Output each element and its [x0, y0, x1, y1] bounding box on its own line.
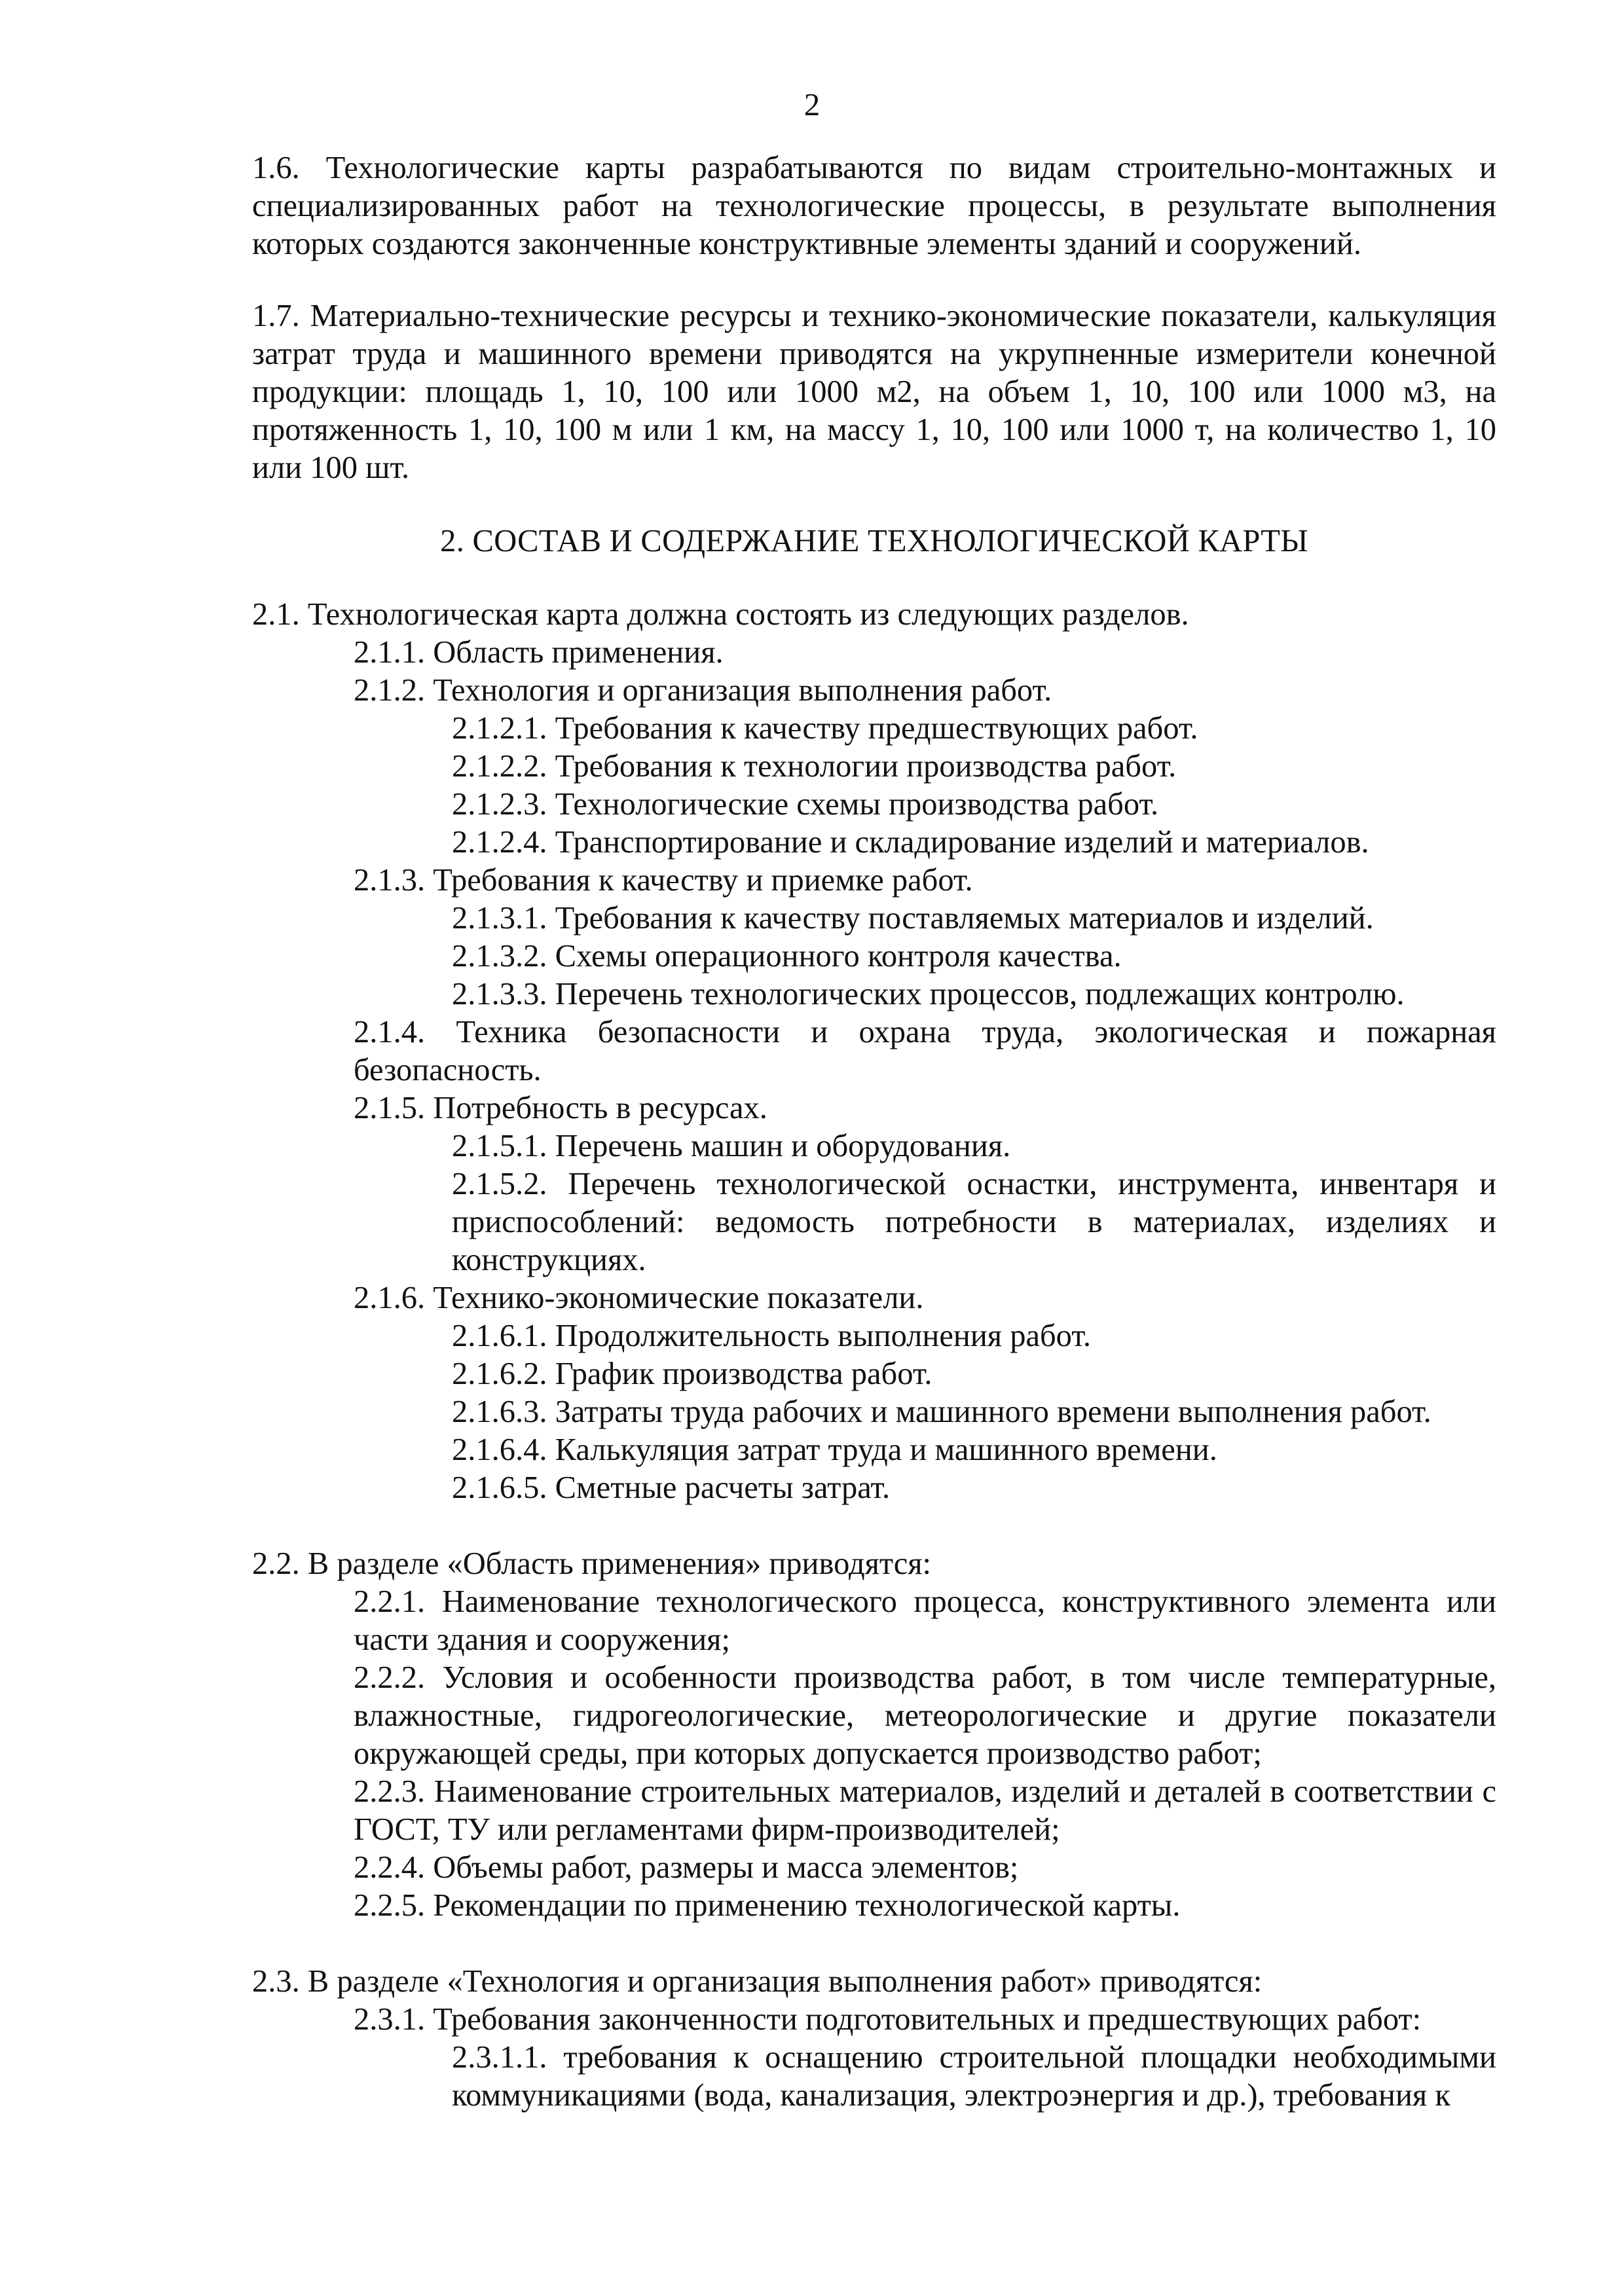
list-item: 2.1.3.2. Схемы операционного контроля качества. [452, 939, 1122, 974]
list-item: 2.1.5.2. Перечень технологической оснастки, инструмента, инвентаря и приспособлений: ведомость потребности в материалах, изделиях и конструкциях. [452, 1167, 1496, 1277]
list-item: 2.3.1.1. требования к оснащению строительной площадки необходимыми коммуникациями (вода, канализация, электроэнергия и др.), требования к [452, 2040, 1496, 2113]
list-item: 2.1.2.2. Требования к технологии производства работ. [452, 749, 1177, 784]
list-item: 2.3.1. Требования законченности подготовительных и предшествующих работ: [354, 2002, 1422, 2037]
section-heading: 2. СОСТАВ И СОДЕРЖАНИЕ ТЕХНОЛОГИЧЕСКОЙ КАРТЫ [440, 524, 1308, 558]
list-item: 2.1.6.5. Сметные расчеты затрат. [452, 1470, 891, 1505]
list-item: 2.2.1. Наименование технологического процесса, конструктивного элемента или части здания и сооружения; [354, 1584, 1496, 1657]
list-item: 2.1.2.4. Транспортирование и складирование изделий и материалов. [452, 825, 1369, 860]
list-item: 2.1.2. Технология и организация выполнения работ. [354, 673, 1052, 708]
list-item: 2.2.3. Наименование строительных материалов, изделий и деталей в соответствии с ГОСТ, ТУ или регламентами фирм-производителей; [354, 1774, 1496, 1847]
list-item: 2.1.1. Область применения. [354, 635, 724, 670]
list-item: 2.2.5. Рекомендации по применению технологической карты. [354, 1888, 1181, 1923]
section-2-2 [252, 1545, 1496, 1925]
list-item: 2.2.4. Объемы работ, размеры и масса элементов; [354, 1850, 1019, 1885]
list-item: 2.1. Технологическая карта должна состоять из следующих разделов. [252, 597, 1189, 632]
list-item: 2.1.6.3. Затраты труда рабочих и машинного времени выполнения работ. [452, 1394, 1431, 1429]
list-item: 2.1.2.1. Требования к качеству предшествующих работ. [452, 711, 1198, 746]
list-item: 2.1.5.1. Перечень машин и оборудования. [452, 1129, 1011, 1163]
list-item: 2.1.6. Технико-экономические показатели. [354, 1281, 924, 1315]
page-number: 2 [803, 86, 821, 122]
list-item: 2.1.2.3. Технологические схемы производства работ. [452, 787, 1159, 822]
list-item: 2.2.2. Условия и особенности производства работ, в том числе температурные, влажностные, гидрогеологические, метеорологические и другие показатели окружающей среды, при которых допускается производство работ; [354, 1660, 1496, 1771]
paragraph-1-7: 1.7. Материально-технические ресурсы и технико-экономические показатели, калькуляция затрат труда и машинного времени приводятся на укрупненные измерители конечной продукции: площадь 1, 10, 100 или 1000 м2, на объем 1, 10, 100 или 1000 м3, на протяженность 1, 10, 100 м или 1 км, на массу 1, 10, 100 или 1000 т, на количество 1, 10 или 100 шт. [252, 299, 1496, 485]
section-2-3-intro: 2.3. В разделе «Технология и организация выполнения работ» приводятся: [252, 1964, 1263, 1999]
paragraph-1-6: 1.6. Технологические карты разрабатываются по видам строительно-монтажных и специализированных работ на технологические процессы, в результате выполнения которых создаются законченные конструктивные элементы зданий и сооружений. [252, 151, 1496, 261]
list-item: 2.1.5. Потребность в ресурсах. [354, 1091, 767, 1125]
section-2-2-intro: 2.2. В разделе «Область применения» приводятся: [252, 1546, 932, 1581]
document-body [252, 149, 1496, 2115]
section-2-3 [252, 1963, 1496, 2115]
list-item: 2.1.6.4. Калькуляция затрат труда и машинного времени. [452, 1432, 1217, 1467]
contents-list [252, 596, 1496, 1507]
list-item: 2.1.6.1. Продолжительность выполнения работ. [452, 1319, 1091, 1353]
list-item: 2.1.3.3. Перечень технологических процессов, подлежащих контролю. [452, 977, 1405, 1011]
list-item: 2.1.3. Требования к качеству и приемке работ. [354, 863, 973, 898]
list-item: 2.1.3.1. Требования к качеству поставляемых материалов и изделий. [452, 901, 1374, 936]
list-item: 2.1.4. Техника безопасности и охрана труда, экологическая и пожарная безопасность. [354, 1015, 1496, 1087]
list-item: 2.1.6.2. График производства работ. [452, 1357, 932, 1391]
